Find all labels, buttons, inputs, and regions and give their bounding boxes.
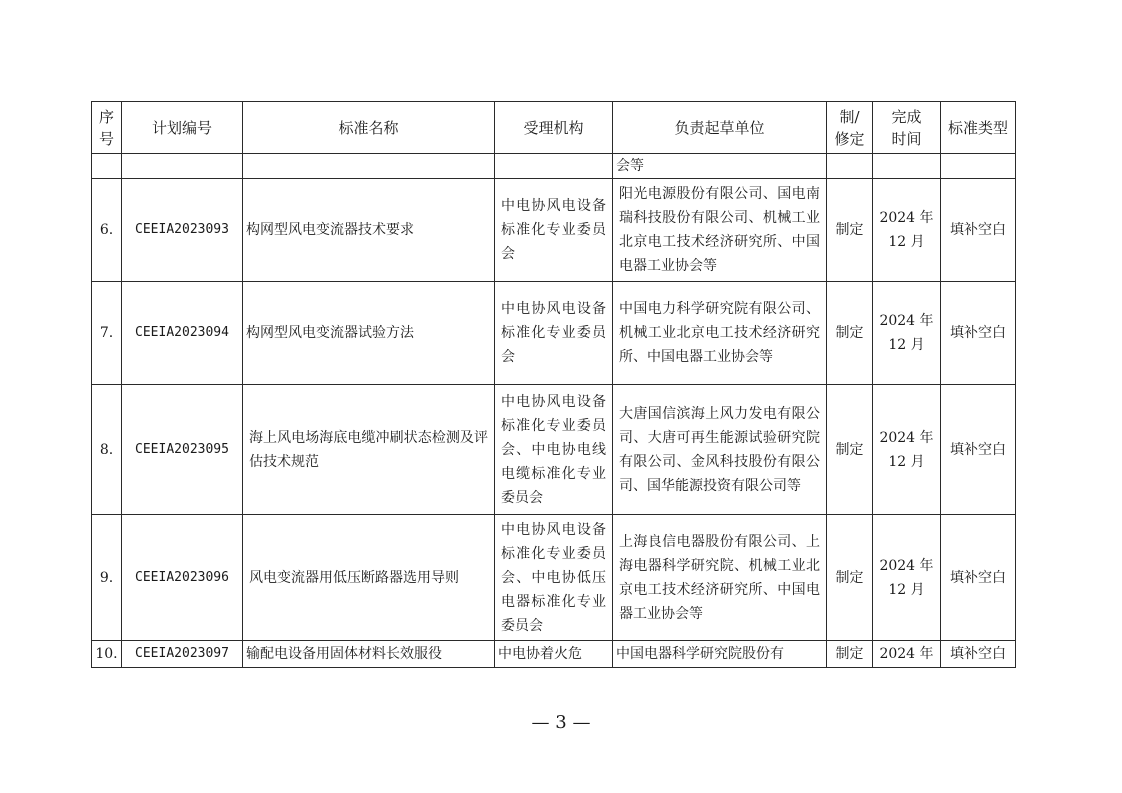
cell-name: 构网型风电变流器技术要求 [243,179,495,282]
cell-name [243,154,495,179]
cell-drafter: 会等 [613,154,827,179]
table-row [92,385,1016,515]
header-type: 标准类型 [941,102,1016,154]
cell-revise: 制定 [827,515,873,641]
cell-drafter: 中国电力科学研究院有限公司、机械工业北京电工技术经济研究所、中国电器工业协会等 [613,282,827,385]
table-row-continued [92,154,1016,179]
cell-plan-no: CEEIA2023096 [122,515,243,641]
cell-name: 构网型风电变流器试验方法 [243,282,495,385]
cell-drafter: 中国电器科学研究院股份有 [613,641,827,668]
cell-plan-no [122,154,243,179]
cell-finish: 2024 年 12 月 [873,385,941,515]
table-row [92,179,1016,282]
header-name: 标准名称 [243,102,495,154]
header-drafter: 负责起草单位 [613,102,827,154]
page-number: — 3 — [531,712,591,733]
cell-finish: 2024 年 12 月 [873,282,941,385]
standards-table [91,101,1016,668]
cell-finish: 2024 年 12 月 [873,179,941,282]
cell-finish [873,154,941,179]
header-plan-no: 计划编号 [122,102,243,154]
cell-name: 输配电设备用固体材料长效服役 [243,641,495,668]
cell-drafter: 阳光电源股份有限公司、国电南瑞科技股份有限公司、机械工业北京电工技术经济研究所、中国电器工业协会等 [613,179,827,282]
header-finish: 完成 时间 [873,102,941,154]
cell-drafter: 上海良信电器股份有限公司、上海电器科学研究院、机械工业北京电工技术经济研究所、中国电器工业协会等 [613,515,827,641]
header-seq: 序 号 [92,102,122,154]
cell-revise: 制定 [827,282,873,385]
cell-revise [827,154,873,179]
cell-seq: 6. [92,179,122,282]
cell-org: 中电协风电设备标准化专业委员会 [495,179,613,282]
cell-name: 海上风电场海底电缆冲刷状态检测及评估技术规范 [243,385,495,515]
cell-finish: 2024 年 [873,641,941,668]
cell-plan-no: CEEIA2023093 [122,179,243,282]
cell-name: 风电变流器用低压断路器选用导则 [243,515,495,641]
cell-type: 填补空白 [941,179,1016,282]
cell-seq: 9. [92,515,122,641]
header-revise: 制/ 修定 [827,102,873,154]
cell-type: 填补空白 [941,282,1016,385]
cell-seq: 8. [92,385,122,515]
table-row [92,641,1016,668]
cell-type: 填补空白 [941,385,1016,515]
cell-org [495,154,613,179]
cell-type: 填补空白 [941,641,1016,668]
cell-seq: 10. [92,641,122,668]
cell-plan-no: CEEIA2023094 [122,282,243,385]
cell-plan-no: CEEIA2023095 [122,385,243,515]
cell-org: 中电协风电设备标准化专业委员会、中电协电线电缆标准化专业委员会 [495,385,613,515]
table-row [92,515,1016,641]
cell-org: 中电协着火危 [495,641,613,668]
cell-type: 填补空白 [941,515,1016,641]
cell-seq: 7. [92,282,122,385]
cell-drafter: 大唐国信滨海上风力发电有限公司、大唐可再生能源试验研究院有限公司、金风科技股份有限公司、国华能源投资有限公司等 [613,385,827,515]
cell-plan-no: CEEIA2023097 [122,641,243,668]
cell-org: 中电协风电设备标准化专业委员会 [495,282,613,385]
table-header-row [92,102,1016,154]
cell-finish: 2024 年 12 月 [873,515,941,641]
cell-type [941,154,1016,179]
cell-revise: 制定 [827,179,873,282]
cell-org: 中电协风电设备标准化专业委员会、中电协低压电器标准化专业委员会 [495,515,613,641]
table-row [92,282,1016,385]
cell-revise: 制定 [827,641,873,668]
header-org: 受理机构 [495,102,613,154]
cell-revise: 制定 [827,385,873,515]
cell-seq [92,154,122,179]
